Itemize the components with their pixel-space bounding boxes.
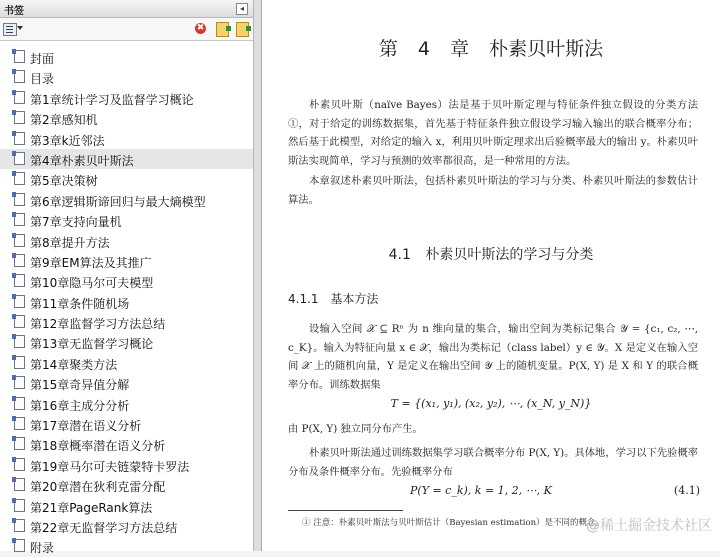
new-bookmark-icon[interactable] [216,22,229,37]
bookmark-icon [14,315,25,328]
bookmark-item[interactable] [0,67,253,87]
bookmark-icon [14,132,25,145]
bookmark-icon [14,478,25,491]
body-paragraph-2: 由 P(X, Y) 独立同分布产生。 [288,423,423,435]
bookmark-icon [14,234,25,247]
bookmark-label: 第22章无监督学习方法总结 [30,520,178,535]
bookmark-label: 封面 [30,52,55,66]
bookmark-item[interactable] [0,353,253,373]
bookmark-item[interactable] [0,47,253,67]
bookmarks-panel [0,0,254,556]
bookmark-label: 第5章决策树 [30,174,98,189]
bookmark-icon [14,152,25,165]
bookmark-icon [14,91,25,104]
bookmark-item[interactable] [0,434,253,454]
bookmark-label: 第14章聚类方法 [30,357,118,372]
bookmark-label: 第2章感知机 [30,113,98,128]
bookmark-label: 第20章潜在狄利克雷分配 [30,480,166,495]
bookmark-label: 附录 [30,541,55,556]
bookmark-item[interactable] [0,251,253,271]
bookmark-label: 第16章主成分分析 [30,398,130,413]
bookmark-item[interactable] [0,169,253,189]
bookmark-label: 第10章隐马尔可夫模型 [30,276,154,291]
document-page [262,0,720,551]
collapse-panel-icon[interactable]: ◂ [236,3,248,15]
bookmark-item[interactable] [0,210,253,230]
bookmark-item[interactable] [0,88,253,108]
bookmark-item[interactable] [0,149,253,169]
bookmark-icon [14,519,25,532]
bookmark-icon [14,499,25,512]
watermark: @稀土掘金技术社区 [586,518,712,534]
bookmarks-toolbar [0,18,253,41]
bookmark-label: 第7章支持向量机 [30,215,122,230]
bookmark-label: 第11章条件随机场 [30,296,130,311]
bookmark-icon [14,295,25,308]
bookmark-label: 第15章奇异值分解 [30,378,130,393]
bookmarks-title: 书签 [4,6,24,17]
section-title: 4.1 朴素贝叶斯法的学习与分类 [388,247,594,263]
bookmark-label: 第21章PageRank算法 [30,500,153,515]
bookmark-item[interactable] [0,373,253,393]
bookmark-item[interactable] [0,231,253,251]
bookmark-icon [14,437,25,450]
footnote: ① 注意：朴素贝叶斯法与贝叶斯估计（Bayesian estimation）是不同的概念。 [302,518,605,528]
formula-prior: P(Y = c_k), k = 1, 2, ⋯, K [410,484,552,497]
bookmark-label: 第18章概率潜在语义分析 [30,439,166,454]
body-paragraph-3: 朴素贝叶斯法通过训练数据集学习联合概率分布 P(X, Y)。具体地，学习以下先验概率分布及条件概率分布。先验概率分布 [288,447,699,478]
bookmark-icon [14,254,25,267]
bookmark-item[interactable] [0,332,253,352]
bookmark-icon [14,335,25,348]
bookmark-item[interactable] [0,394,253,414]
bookmark-list [0,47,253,557]
chapter-title: 第 4 章 朴素贝叶斯法 [378,38,604,60]
chevron-down-icon[interactable] [17,26,23,30]
bookmark-item[interactable] [0,516,253,536]
bookmark-icon [14,539,25,552]
intro-paragraph-2: 本章叙述朴素贝叶斯法，包括朴素贝叶斯法的学习与分类、朴素贝叶斯法的参数估计算法。 [288,175,698,206]
bookmark-item[interactable] [0,496,253,516]
bookmark-label: 第8章提升方法 [30,235,110,250]
formula-training-set: T = {(x₁, y₁), (x₂, y₂), ⋯, (x_N, y_N)} [390,397,592,410]
subsection-title: 4.1.1 基本方法 [288,292,379,306]
bookmark-label: 第9章EM算法及其推广 [30,255,152,270]
bookmark-item[interactable] [0,271,253,291]
bookmark-item[interactable] [0,292,253,312]
bookmark-icon [14,397,25,410]
delete-bookmark-icon[interactable]: ✖ [196,23,205,33]
bookmark-icon [14,172,25,185]
bookmark-icon [14,417,25,430]
bookmark-label: 第4章朴素贝叶斯法 [30,153,134,168]
bookmark-item[interactable] [0,312,253,332]
bookmark-item[interactable] [0,475,253,495]
bookmark-item[interactable] [0,536,253,556]
bookmark-icon [14,376,25,389]
equation-number: (4.1) [673,484,700,497]
bookmark-label: 第13章无监督学习概论 [30,337,154,352]
bookmark-item[interactable] [0,129,253,149]
bookmark-icon [14,356,25,369]
bookmark-item[interactable] [0,190,253,210]
bookmark-label: 第12章监督学习方法总结 [30,317,166,332]
bookmark-icon [14,274,25,287]
bookmark-icon [14,111,25,124]
intro-paragraph-1: 朴素贝叶斯（naïve Bayes）法是基于贝叶斯定理与特征条件独立假设的分类方法①，对于给定的训练数据集，首先基于特征条件独立假设学习输入输出的联合概率分布；然后基于此模型，对给定的输入 x，利用贝叶斯定理求出后验概率最大的输出 y。朴素贝叶斯法实现简单，学习与预测的效率都很高，是一种常用的方法。 [288,99,698,167]
expand-bookmark-icon[interactable] [236,22,249,37]
bookmark-icon [14,193,25,206]
bookmark-icon [14,213,25,226]
bookmark-label: 目录 [30,72,55,87]
bookmark-icon [14,70,25,83]
panel-splitter[interactable] [254,0,262,551]
bookmark-label: 第6章逻辑斯谛回归与最大熵模型 [30,194,206,209]
options-menu-icon[interactable] [3,23,17,36]
bookmark-icon [14,458,25,471]
body-paragraph-1: 设输入空间 𝒳 ⊆ Rⁿ 为 n 维向量的集合，输出空间为类标记集合 𝒴 = {c₁, c₂, ⋯, c_K}。输入为特征向量 x ∈ 𝒳，输出为类标记（class label）y ∈ 𝒴。X 是定义在输入空间 𝒳 上的随机向量，Y 是定义在输出空间 𝒴 上的随机变量。P(X, Y) 是 X 和 Y 的联合概率分布。训练数据集 [288,323,698,391]
bookmark-item[interactable] [0,414,253,434]
bookmark-item[interactable] [0,108,253,128]
bookmark-icon [14,50,25,63]
footnote-divider [288,510,403,511]
bookmarks-header [0,0,253,18]
bookmark-label: 第1章统计学习及监督学习概论 [30,92,194,107]
bookmark-item[interactable] [0,455,253,475]
bookmark-label: 第17章潜在语义分析 [30,419,142,434]
bookmark-label: 第3章k近邻法 [30,133,105,148]
bookmark-label: 第19章马尔可夫链蒙特卡罗法 [30,459,190,474]
